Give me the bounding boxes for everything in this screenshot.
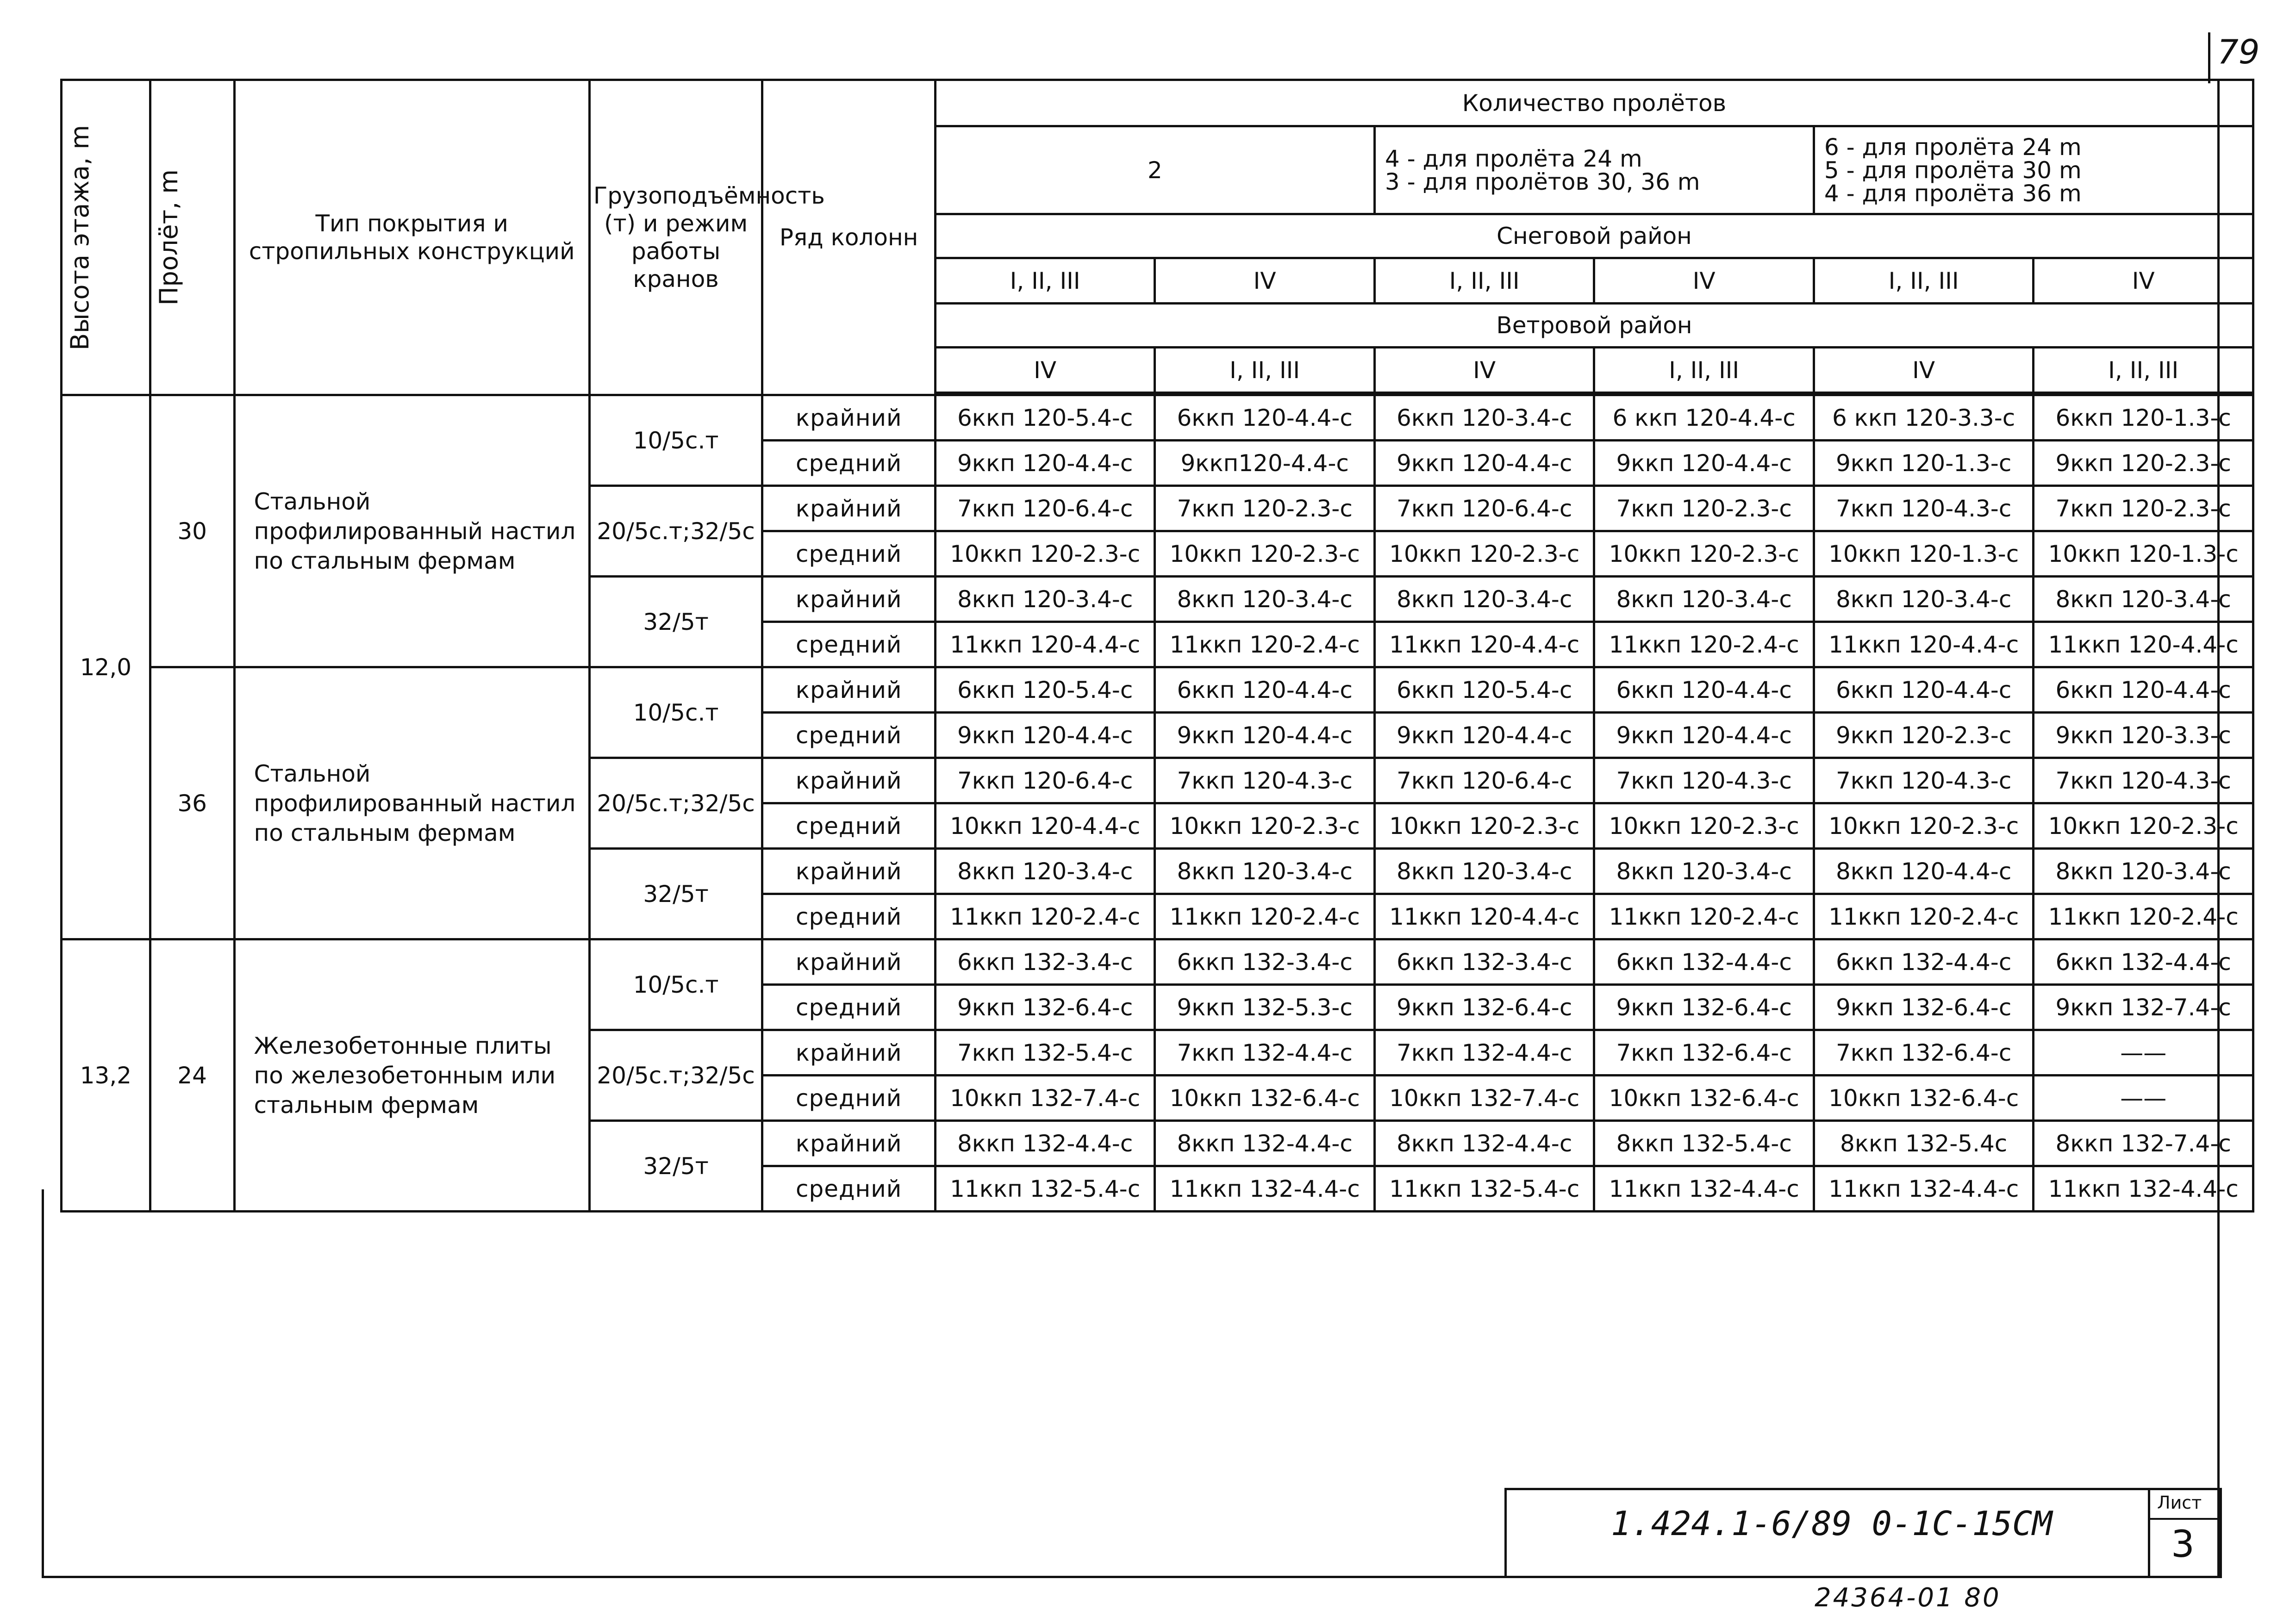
span-cell: 30: [150, 395, 234, 667]
designation-cell: 8ккп 120-3.4-с: [1594, 849, 1814, 894]
designation-cell: 8ккп 120-3.4-с: [935, 577, 1155, 622]
column-row-cell: крайний: [762, 939, 936, 985]
column-row-cell: крайний: [762, 849, 936, 894]
roof-type-cell: Железобетонные плиты по железобетонным или стальным фермам: [234, 939, 589, 1212]
designation-cell: 8ккп 132-4.4-с: [1374, 1121, 1594, 1166]
specification-table: [60, 79, 2254, 1213]
designation-cell: 11ккп 132-4.4-с: [1594, 1166, 1814, 1212]
designation-cell: 9ккп 132-6.4-с: [1594, 985, 1814, 1030]
header-count-2: 2: [935, 126, 1374, 214]
designation-cell: 7ккп 120-4.3-с: [2034, 758, 2253, 803]
designation-cell: 11ккп 120-2.4-с: [1594, 622, 1814, 667]
table-row: [62, 395, 2253, 441]
designation-cell: 10ккп 120-2.3-с: [1374, 803, 1594, 849]
designation-cell: 10ккп 120-4.4-с: [935, 803, 1155, 849]
designation-cell: 11ккп 120-2.4-с: [1814, 894, 2034, 939]
designation-cell: 10ккп 120-2.3-с: [1814, 803, 2034, 849]
header-count-c: [1814, 126, 2253, 214]
page-number-divider: [2208, 32, 2210, 83]
count-c-line-2: 5 - для пролёта 30 m: [1824, 156, 2082, 184]
designation-cell: 9ккп 120-4.4-с: [935, 441, 1155, 486]
column-row-cell: крайний: [762, 577, 936, 622]
header-crane: Грузоподъёмность (т) и режим работы кранов: [589, 80, 762, 395]
designation-cell: 11ккп 120-2.4-с: [1155, 622, 1375, 667]
designation-cell: 11ккп 120-4.4-с: [2034, 622, 2253, 667]
designation-cell: 6ккп 120-5.4-с: [935, 395, 1155, 441]
crane-cell: 10/5с.т: [589, 395, 762, 486]
column-row-cell: крайний: [762, 395, 936, 441]
designation-cell: 8ккп 120-3.4-с: [1814, 577, 2034, 622]
designation-cell: 10ккп 120-2.3-с: [935, 531, 1155, 577]
column-row-cell: крайний: [762, 486, 936, 531]
column-row-cell: крайний: [762, 1121, 936, 1166]
designation-cell: 11ккп 120-2.4-с: [1155, 894, 1375, 939]
sheet-label: Лист: [2157, 1492, 2202, 1513]
document-code: 1.424.1-6/89 0-1С-15СМ: [1611, 1504, 2053, 1543]
column-row-cell: крайний: [762, 667, 936, 713]
designation-cell: 6 ккп 120-4.4-с: [1594, 395, 1814, 441]
designation-cell: 9ккп 120-3.3-с: [2034, 713, 2253, 758]
column-row-cell: крайний: [762, 758, 936, 803]
designation-cell: 6ккп 120-1.3-с: [2034, 395, 2253, 441]
column-row-cell: средний: [762, 441, 936, 486]
designation-cell: 8ккп 132-5.4-с: [1594, 1121, 1814, 1166]
designation-cell: 7ккп 132-4.4-с: [1155, 1030, 1375, 1076]
designation-cell: 8ккп 132-5.4с: [1814, 1121, 2034, 1166]
designation-cell: 6ккп 132-3.4-с: [935, 939, 1155, 985]
designation-cell: 7ккп 132-6.4-с: [1814, 1030, 2034, 1076]
designation-cell: 9ккп 132-7.4-с: [2034, 985, 2253, 1030]
designation-cell: 10ккп 120-2.3-с: [2034, 803, 2253, 849]
column-row-cell: средний: [762, 894, 936, 939]
designation-cell: 11ккп 120-2.4-с: [2034, 894, 2253, 939]
designation-cell: 11ккп 132-4.4-с: [1814, 1166, 2034, 1212]
column-row-cell: средний: [762, 1166, 936, 1212]
wind-b-3: I, II, III: [2034, 348, 2253, 393]
designation-cell: 10ккп 120-1.3-с: [1814, 531, 2034, 577]
designation-cell: 7ккп 120-6.4-с: [1374, 486, 1594, 531]
designation-cell: 6 ккп 120-3.3-с: [1814, 395, 2034, 441]
header-column-row: Ряд колонн: [762, 80, 936, 395]
designation-cell: 11ккп 132-4.4-с: [1155, 1166, 1375, 1212]
column-row-cell: средний: [762, 622, 936, 667]
header-height: Высота этажа, m: [62, 80, 150, 395]
sheet-number: 3: [2171, 1523, 2195, 1566]
designation-cell: 6ккп 120-4.4-с: [1594, 667, 1814, 713]
designation-cell: 9ккп 120-4.4-с: [1594, 713, 1814, 758]
designation-cell: 7ккп 120-6.4-с: [935, 758, 1155, 803]
designation-cell: 6ккп 120-4.4-с: [1155, 395, 1375, 441]
crane-cell: 32/5т: [589, 577, 762, 667]
designation-cell: 11ккп 132-4.4-с: [2034, 1166, 2253, 1212]
designation-cell: 11ккп 120-4.4-с: [1374, 622, 1594, 667]
column-row-cell: средний: [762, 531, 936, 577]
designation-cell: 8ккп 132-4.4-с: [935, 1121, 1155, 1166]
designation-cell: 7ккп 132-5.4-с: [935, 1030, 1155, 1076]
column-row-cell: крайний: [762, 1030, 936, 1076]
header-wind-region: Ветровой район: [935, 304, 2253, 348]
designation-cell: 7ккп 120-6.4-с: [935, 486, 1155, 531]
designation-cell: 9ккп 120-4.4-с: [935, 713, 1155, 758]
header-count-b: [1374, 126, 1814, 214]
designation-cell: 6ккп 132-4.4-с: [1594, 939, 1814, 985]
count-c-line-1: 6 - для пролёта 24 m: [1824, 133, 2082, 161]
snow-a-1: I, II, III: [935, 258, 1155, 304]
crane-cell: 10/5с.т: [589, 939, 762, 1030]
roof-type-cell: Стальной профилированный настил по стальным фермам: [234, 667, 589, 939]
designation-cell: 11ккп 132-5.4-с: [935, 1166, 1155, 1212]
designation-cell: 10ккп 132-7.4-с: [1374, 1076, 1594, 1121]
designation-cell: 11ккп 120-4.4-с: [1374, 894, 1594, 939]
count-b-line-2: 3 - для пролётов 30, 36 m: [1385, 168, 1700, 195]
table-row: [62, 939, 2253, 985]
header-roof-type: Тип покрытия и стропильных конструкций: [234, 80, 589, 395]
designation-cell: 6ккп 120-4.4-с: [2034, 667, 2253, 713]
designation-cell: 9ккп 120-4.4-с: [1374, 441, 1594, 486]
designation-cell: 11ккп 120-4.4-с: [1814, 622, 2034, 667]
column-row-cell: средний: [762, 985, 936, 1030]
column-row-cell: средний: [762, 803, 936, 849]
designation-cell: 9ккп 120-1.3-с: [1814, 441, 2034, 486]
designation-cell: 9ккп 120-2.3-с: [2034, 441, 2253, 486]
designation-cell: 10ккп 132-6.4-с: [1155, 1076, 1375, 1121]
designation-cell: 8ккп 120-3.4-с: [1374, 577, 1594, 622]
crane-cell: 20/5с.т;32/5с: [589, 1030, 762, 1121]
designation-cell: 7ккп 120-2.3-с: [1155, 486, 1375, 531]
designation-cell: 8ккп 120-4.4-с: [1814, 849, 2034, 894]
designation-cell: 9ккп 120-4.4-с: [1594, 441, 1814, 486]
designation-cell: 6ккп 132-4.4-с: [1814, 939, 2034, 985]
wind-b-1: I, II, III: [1155, 348, 1375, 393]
designation-cell: 9ккп 132-6.4-с: [1374, 985, 1594, 1030]
crane-cell: 32/5т: [589, 1121, 762, 1212]
designation-cell: 9ккп 120-4.4-с: [1374, 713, 1594, 758]
designation-cell: 10ккп 132-7.4-с: [935, 1076, 1155, 1121]
designation-cell: 7ккп 120-2.3-с: [2034, 486, 2253, 531]
designation-cell: 8ккп 120-3.4-с: [1155, 577, 1375, 622]
designation-cell: 9ккп 120-4.4-с: [1155, 713, 1375, 758]
page-number: 79: [2217, 32, 2260, 71]
designation-cell: 10ккп 120-2.3-с: [1374, 531, 1594, 577]
frame-left-line: [42, 1189, 44, 1578]
header-snow-region: Снеговой район: [935, 214, 2253, 258]
designation-cell: 11ккп 120-2.4-с: [935, 894, 1155, 939]
designation-cell: 7ккп 132-6.4-с: [1594, 1030, 1814, 1076]
designation-cell: 8ккп 120-3.4-с: [1374, 849, 1594, 894]
roof-type-cell: Стальной профилированный настил по стальным фермам: [234, 395, 589, 667]
designation-cell: 6ккп 132-4.4-с: [2034, 939, 2253, 985]
designation-cell: 8ккп 120-3.4-с: [2034, 577, 2253, 622]
column-row-cell: средний: [762, 1076, 936, 1121]
crane-cell: 32/5т: [589, 849, 762, 939]
designation-cell: 10ккп 132-6.4-с: [1594, 1076, 1814, 1121]
designation-cell: 10ккп 132-6.4-с: [1814, 1076, 2034, 1121]
wind-a-1: IV: [935, 348, 1155, 393]
wind-a-3: IV: [1814, 348, 2034, 393]
column-row-cell: средний: [762, 713, 936, 758]
designation-cell: 7ккп 120-4.3-с: [1814, 758, 2034, 803]
designation-cell: 7ккп 120-2.3-с: [1594, 486, 1814, 531]
designation-cell: 11ккп 120-2.4-с: [1594, 894, 1814, 939]
table-row: [62, 667, 2253, 713]
designation-cell: 7ккп 132-4.4-с: [1374, 1030, 1594, 1076]
designation-cell: 9ккп 132-5.3-с: [1155, 985, 1375, 1030]
snow-a-3: I, II, III: [1814, 258, 2034, 304]
designation-cell: 10ккп 120-2.3-с: [1155, 531, 1375, 577]
designation-cell: 8ккп 120-3.4-с: [935, 849, 1155, 894]
designation-cell: 10ккп 120-2.3-с: [1594, 803, 1814, 849]
designation-cell: 7ккп 120-4.3-с: [1594, 758, 1814, 803]
designation-cell: 11ккп 120-4.4-с: [935, 622, 1155, 667]
designation-cell: 6ккп 120-4.4-с: [1155, 667, 1375, 713]
wind-b-2: I, II, III: [1594, 348, 1814, 393]
frame-right-line: [2217, 79, 2220, 1578]
height-cell: 13,2: [62, 939, 150, 1212]
snow-a-2: I, II, III: [1374, 258, 1594, 304]
designation-cell: 9ккп120-4.4-с: [1155, 441, 1375, 486]
designation-cell: 8ккп 132-7.4-с: [2034, 1121, 2253, 1166]
designation-cell: 6ккп 132-3.4-с: [1155, 939, 1375, 985]
designation-cell: 9ккп 120-2.3-с: [1814, 713, 2034, 758]
header-spans-count: Количество пролётов: [935, 80, 2253, 126]
crane-cell: 10/5с.т: [589, 667, 762, 758]
designation-cell: 8ккп 120-3.4-с: [2034, 849, 2253, 894]
designation-cell: 10ккп 120-2.3-с: [1155, 803, 1375, 849]
designation-cell: 11ккп 132-5.4-с: [1374, 1166, 1594, 1212]
designation-cell: 9ккп 132-6.4-с: [1814, 985, 2034, 1030]
designation-cell: 6ккп 120-5.4-с: [935, 667, 1155, 713]
height-cell: 12,0: [62, 395, 150, 939]
sheet-divider: [2148, 1518, 2217, 1520]
span-cell: 24: [150, 939, 234, 1212]
designation-cell: ——: [2034, 1030, 2253, 1076]
crane-cell: 20/5с.т;32/5с: [589, 758, 762, 849]
designation-cell: 6ккп 132-3.4-с: [1374, 939, 1594, 985]
designation-cell: 6ккп 120-5.4-с: [1374, 667, 1594, 713]
snow-b-1: IV: [1155, 258, 1375, 304]
designation-cell: 10ккп 120-2.3-с: [1594, 531, 1814, 577]
designation-cell: 6ккп 120-3.4-с: [1374, 395, 1594, 441]
archive-number: 24364-01 80: [1815, 1583, 2001, 1613]
designation-cell: ——: [2034, 1076, 2253, 1121]
snow-b-3: IV: [2034, 258, 2253, 304]
snow-b-2: IV: [1594, 258, 1814, 304]
wind-a-2: IV: [1374, 348, 1594, 393]
designation-cell: 7ккп 120-4.3-с: [1155, 758, 1375, 803]
designation-cell: 8ккп 120-3.4-с: [1594, 577, 1814, 622]
count-b-line-1: 4 - для пролёта 24 m: [1385, 145, 1642, 172]
designation-cell: 6ккп 120-4.4-с: [1814, 667, 2034, 713]
designation-cell: 9ккп 132-6.4-с: [935, 985, 1155, 1030]
crane-cell: 20/5с.т;32/5с: [589, 486, 762, 577]
count-c-line-3: 4 - для пролёта 36 m: [1824, 180, 2082, 207]
header-span: Пролёт, m: [150, 80, 234, 395]
span-cell: 36: [150, 667, 234, 939]
designation-cell: 7ккп 120-6.4-с: [1374, 758, 1594, 803]
designation-cell: 8ккп 120-3.4-с: [1155, 849, 1375, 894]
designation-cell: 10ккп 120-1.3-с: [2034, 531, 2253, 577]
designation-cell: 7ккп 120-4.3-с: [1814, 486, 2034, 531]
designation-cell: 8ккп 132-4.4-с: [1155, 1121, 1375, 1166]
